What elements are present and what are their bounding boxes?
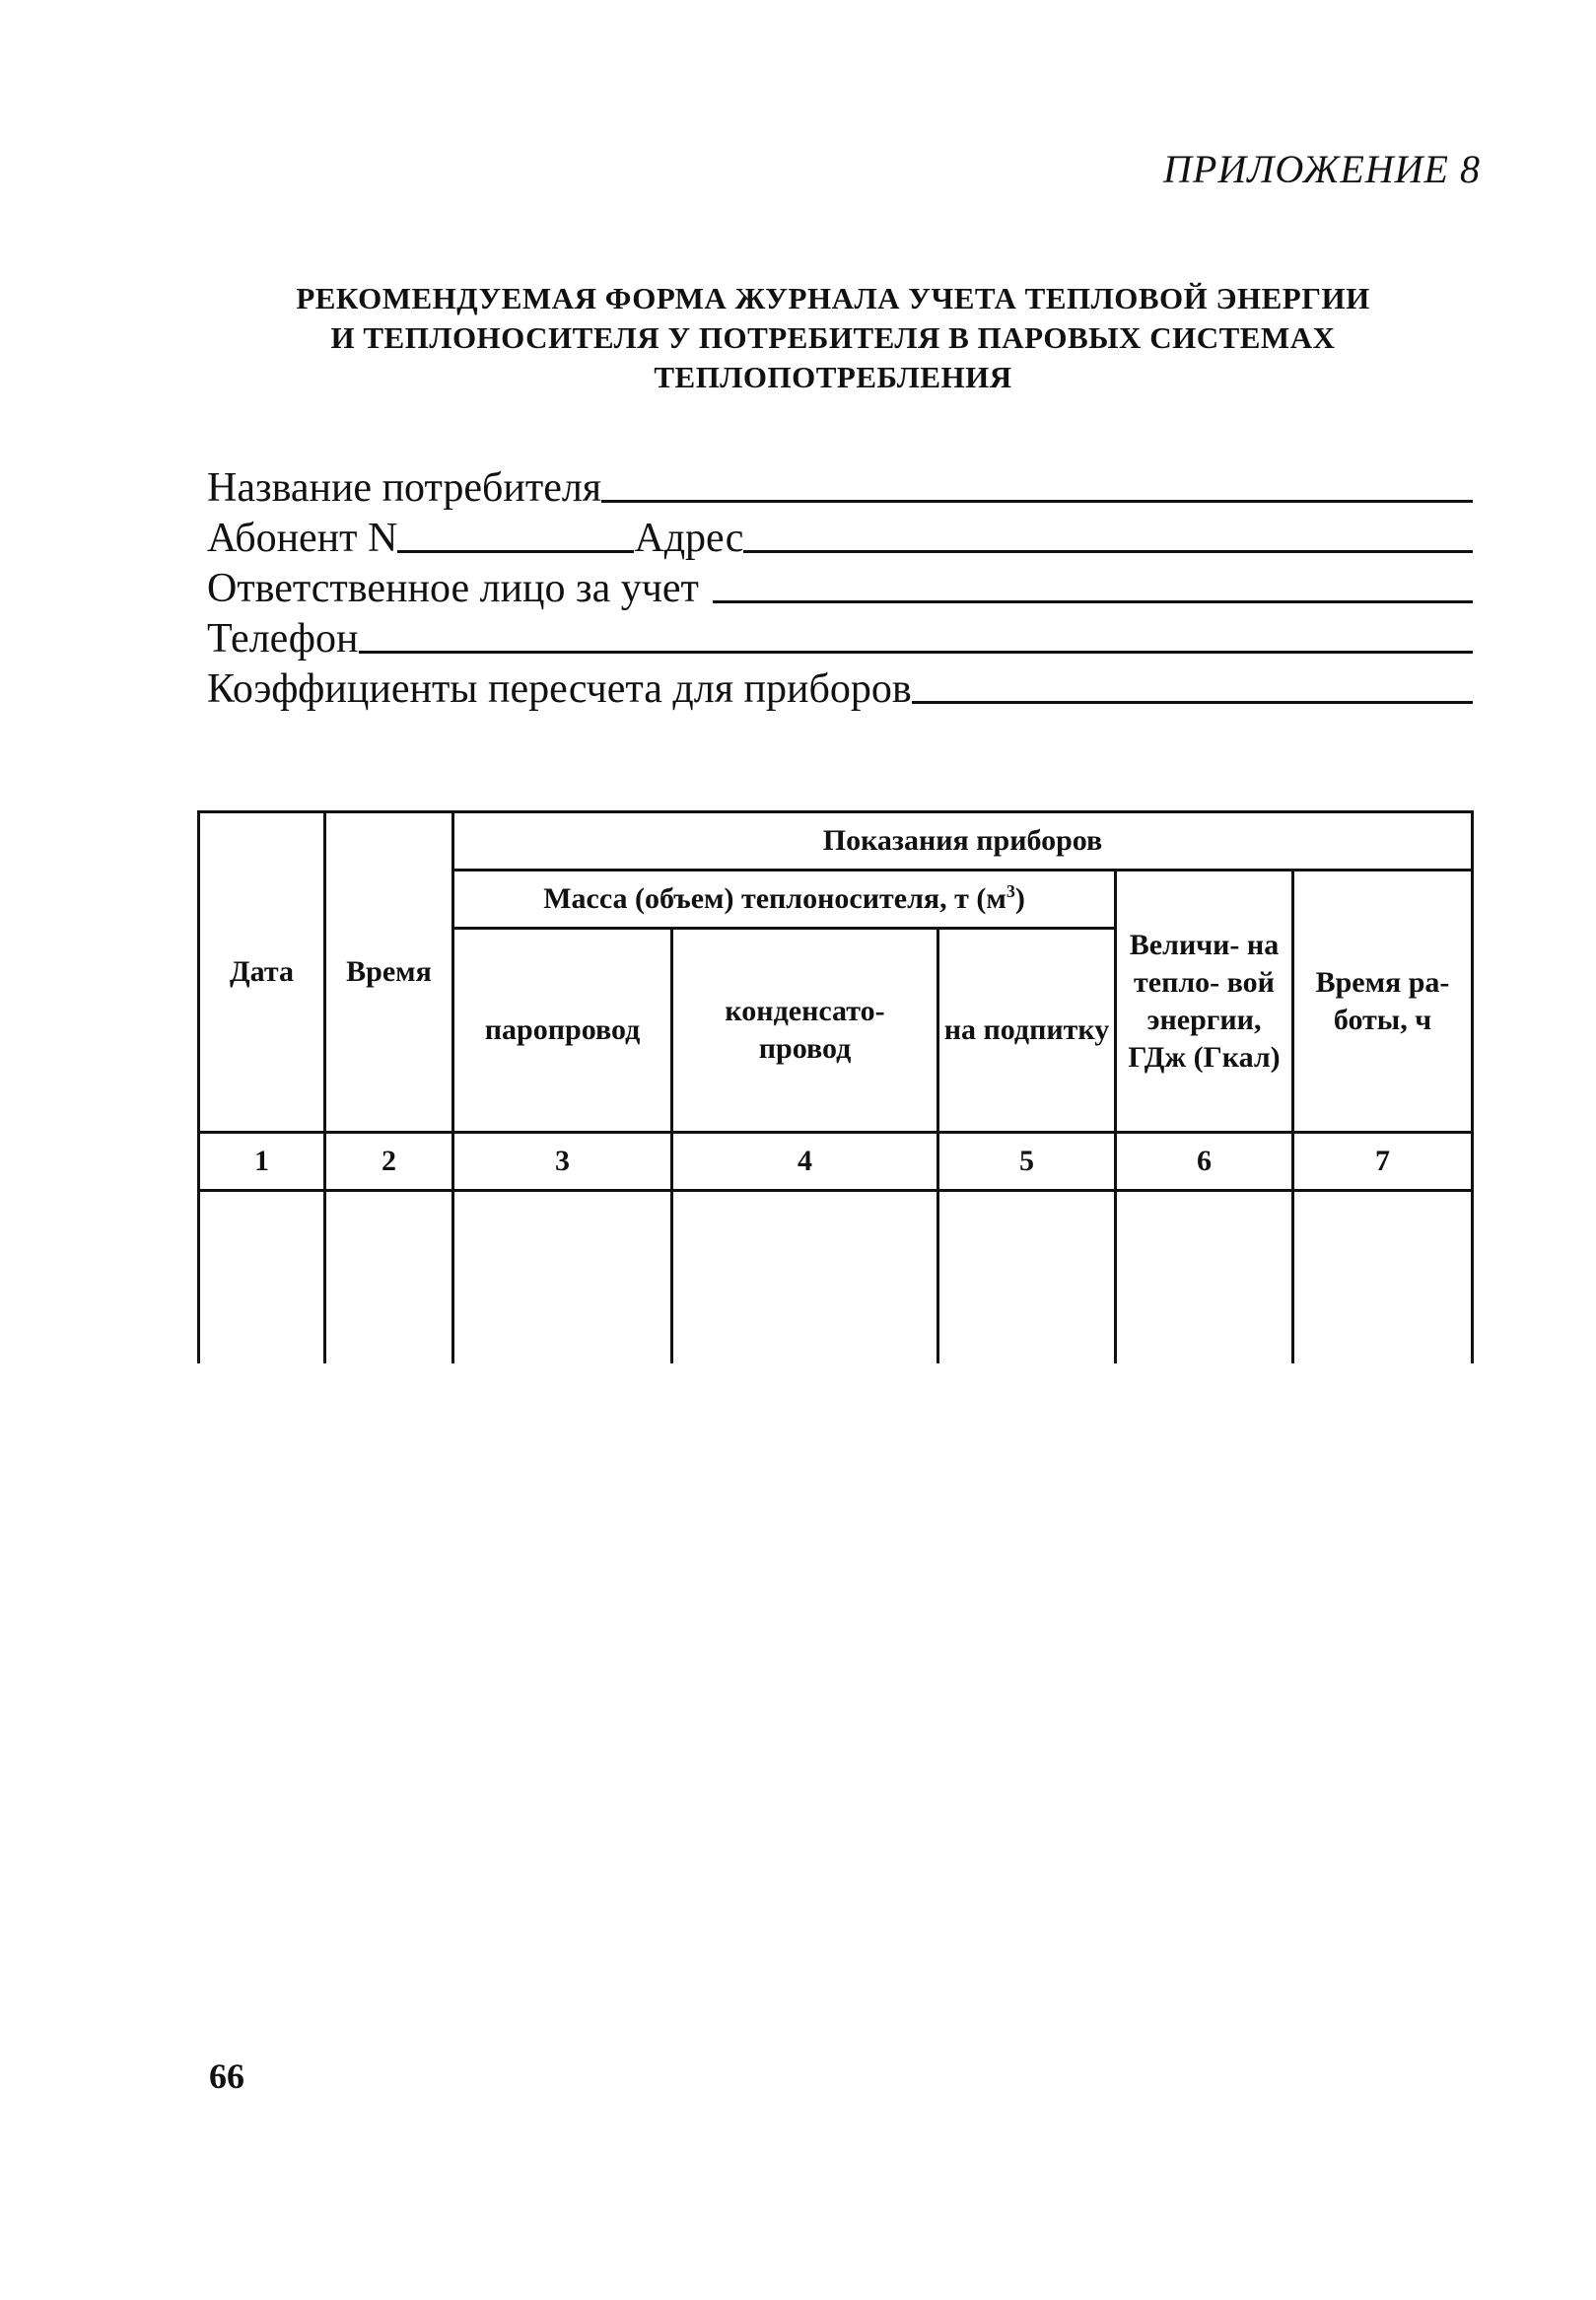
responsible-label: Ответственное лицо за учет <box>207 566 699 611</box>
title-line-2: И ТЕПЛОНОСИТЕЛЯ У ПОТРЕБИТЕЛЯ В ПАРОВЫХ СИСТЕМАХ <box>330 320 1336 355</box>
header-row-1 <box>199 812 1473 871</box>
column-number: 5 <box>938 1133 1116 1191</box>
appendix-label: ПРИЛОЖЕНИЕ 8 <box>1163 147 1481 191</box>
phone-field[interactable] <box>359 643 1473 654</box>
header-mass <box>453 871 1116 929</box>
document-title <box>197 279 1469 397</box>
consumer-name-field[interactable] <box>601 492 1473 503</box>
consumer-name-label: Название потребителя <box>207 465 602 511</box>
table-row <box>199 1191 1473 1364</box>
makeup-cell[interactable] <box>938 1191 1116 1364</box>
operating-time-cell[interactable] <box>1293 1191 1473 1364</box>
page-number: 66 <box>209 2056 244 2096</box>
column-number-row <box>199 1133 1473 1191</box>
header-heat-energy: Величи- на тепло- вой энергии, ГДж (Гкал) <box>1116 871 1293 1133</box>
subscriber-label: Абонент N <box>207 516 398 561</box>
time-cell[interactable] <box>325 1191 453 1364</box>
header-mass-sup: 3 <box>1006 881 1015 901</box>
coefficients-row <box>207 662 1473 713</box>
header-mass-close: ) <box>1014 882 1025 915</box>
consumer-name-row <box>207 461 1473 512</box>
address-field[interactable] <box>743 542 1473 553</box>
title-line-3: ТЕПЛОПОТРЕБЛЕНИЯ <box>654 360 1012 394</box>
journal-table <box>197 810 1474 1363</box>
form-fields <box>207 461 1473 713</box>
address-label: Адрес <box>634 516 744 561</box>
header-date: Дата <box>199 812 325 1133</box>
coefficients-field[interactable] <box>912 693 1473 704</box>
responsible-field[interactable] <box>713 592 1473 603</box>
header-time: Время <box>325 812 453 1133</box>
column-number: 3 <box>453 1133 672 1191</box>
header-makeup: на подпитку <box>938 929 1116 1133</box>
heat-energy-cell[interactable] <box>1116 1191 1293 1364</box>
header-condensate-line: конденсато- провод <box>672 929 938 1133</box>
header-mass-text: Масса (объем) теплоносителя, т (м <box>543 882 1006 915</box>
header-readings: Показания приборов <box>453 812 1473 871</box>
column-number: 2 <box>325 1133 453 1191</box>
phone-label: Телефон <box>207 616 359 662</box>
header-steam-line: паропровод <box>453 929 672 1133</box>
column-number: 7 <box>1293 1133 1473 1191</box>
column-number: 1 <box>199 1133 325 1191</box>
subscriber-row <box>207 512 1473 562</box>
header-operating-time: Время ра- боты, ч <box>1293 871 1473 1133</box>
condensate-line-cell[interactable] <box>672 1191 938 1364</box>
steam-line-cell[interactable] <box>453 1191 672 1364</box>
column-number: 6 <box>1116 1133 1293 1191</box>
responsible-row <box>207 562 1473 612</box>
title-line-1: РЕКОМЕНДУЕМАЯ ФОРМА ЖУРНАЛА УЧЕТА ТЕПЛОВОЙ ЭНЕРГИИ <box>296 281 1370 315</box>
journal-table-wrap <box>197 810 1471 1363</box>
date-cell[interactable] <box>199 1191 325 1364</box>
phone-row <box>207 612 1473 662</box>
column-number: 4 <box>672 1133 938 1191</box>
subscriber-number-field[interactable] <box>397 542 634 553</box>
coefficients-label: Коэффициенты пересчета для приборов <box>207 666 912 712</box>
